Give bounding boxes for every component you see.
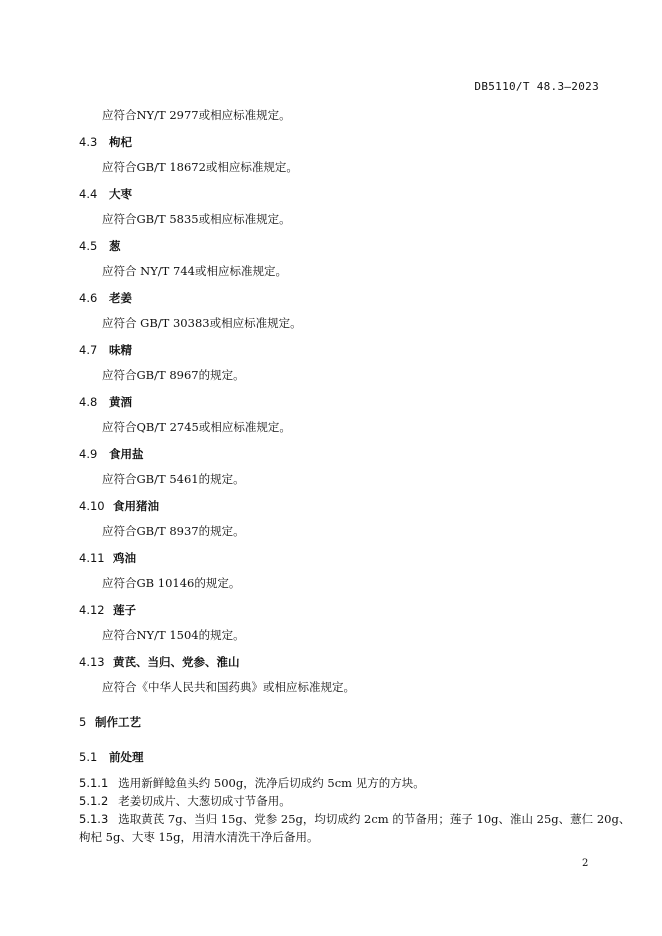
page-number: 2 xyxy=(582,858,589,869)
body-text: 应符合GB/T 18672或相应标准规定。 xyxy=(102,160,298,174)
clause-number: 5.1.3 xyxy=(79,812,109,826)
chapter-heading xyxy=(79,714,141,730)
section-title: 枸杞 xyxy=(109,135,132,149)
clause-number: 5.1.2 xyxy=(79,794,109,808)
body-text: 应符合GB/T 8937的规定。 xyxy=(102,524,245,538)
clause-text: 老姜切成片、大葱切成寸节备用。 xyxy=(118,794,291,808)
section-number: 5 xyxy=(79,715,87,729)
section-title: 食用猪油 xyxy=(113,499,159,513)
section-heading xyxy=(79,134,132,150)
section-title: 前处理 xyxy=(109,750,144,764)
section-number: 4.10 xyxy=(79,499,105,513)
body-text: 应符合GB/T 8967的规定。 xyxy=(102,368,245,382)
section-number: 4.3 xyxy=(79,135,98,149)
section-heading xyxy=(79,342,132,358)
section-title: 大枣 xyxy=(109,187,132,201)
section-number: 4.8 xyxy=(79,395,98,409)
section-title: 莲子 xyxy=(113,603,136,617)
section-number: 4.7 xyxy=(79,343,98,357)
section-number: 4.12 xyxy=(79,603,105,617)
list-item xyxy=(79,811,630,827)
section-heading xyxy=(79,446,144,462)
section-heading xyxy=(79,550,136,566)
section-number: 4.11 xyxy=(79,551,105,565)
list-item xyxy=(79,775,425,791)
section-heading xyxy=(79,186,132,202)
section-number: 4.5 xyxy=(79,239,98,253)
section-number: 4.13 xyxy=(79,655,105,669)
list-item-continuation: 枸杞 5g、大枣 15g，用清水清洗干净后备用。 xyxy=(79,830,319,844)
clause-text: 选用新鲜鲶鱼头约 500g，洗净后切成约 5cm 见方的方块。 xyxy=(118,776,425,790)
section-number: 4.4 xyxy=(79,187,98,201)
section-heading xyxy=(79,238,121,254)
body-text: 应符合 GB/T 30383或相应标准规定。 xyxy=(102,316,302,330)
section-title: 黄芪、当归、党参、淮山 xyxy=(113,655,240,669)
clause-text: 选取黄芪 7g、当归 15g、党参 25g，均切成约 2cm 的节备用；莲子 10g、淮山 25g、薏仁 20g、 xyxy=(118,812,631,826)
document-id: DB5110/T 48.3—2023 xyxy=(474,80,599,93)
body-text: 应符合 NY/T 744或相应标准规定。 xyxy=(102,264,287,278)
section-heading xyxy=(79,498,159,514)
section-heading xyxy=(79,394,132,410)
section-number: 5.1 xyxy=(79,750,98,764)
section-title: 鸡油 xyxy=(113,551,136,565)
section-number: 4.6 xyxy=(79,291,98,305)
section-title: 老姜 xyxy=(109,291,132,305)
section-heading xyxy=(79,290,132,306)
clause-number: 5.1.1 xyxy=(79,776,109,790)
section-heading xyxy=(79,602,136,618)
body-text: 应符合NY/T 1504的规定。 xyxy=(102,628,245,642)
section-heading xyxy=(79,654,240,670)
section-title: 黄酒 xyxy=(109,395,132,409)
list-item xyxy=(79,793,291,809)
body-text: 应符合GB/T 5835或相应标准规定。 xyxy=(102,212,291,226)
section-title: 制作工艺 xyxy=(95,715,141,729)
section-title: 味精 xyxy=(109,343,132,357)
section-title: 葱 xyxy=(109,239,121,253)
section-title: 食用盐 xyxy=(109,447,144,461)
body-text: 应符合GB/T 5461的规定。 xyxy=(102,472,245,486)
section-number: 4.9 xyxy=(79,447,98,461)
body-text: 应符合NY/T 2977或相应标准规定。 xyxy=(102,108,291,122)
body-text: 应符合QB/T 2745或相应标准规定。 xyxy=(102,420,291,434)
body-text: 应符合GB 10146的规定。 xyxy=(102,576,241,590)
section-heading xyxy=(79,749,144,765)
body-text: 应符合《中华人民共和国药典》或相应标准规定。 xyxy=(102,680,355,694)
